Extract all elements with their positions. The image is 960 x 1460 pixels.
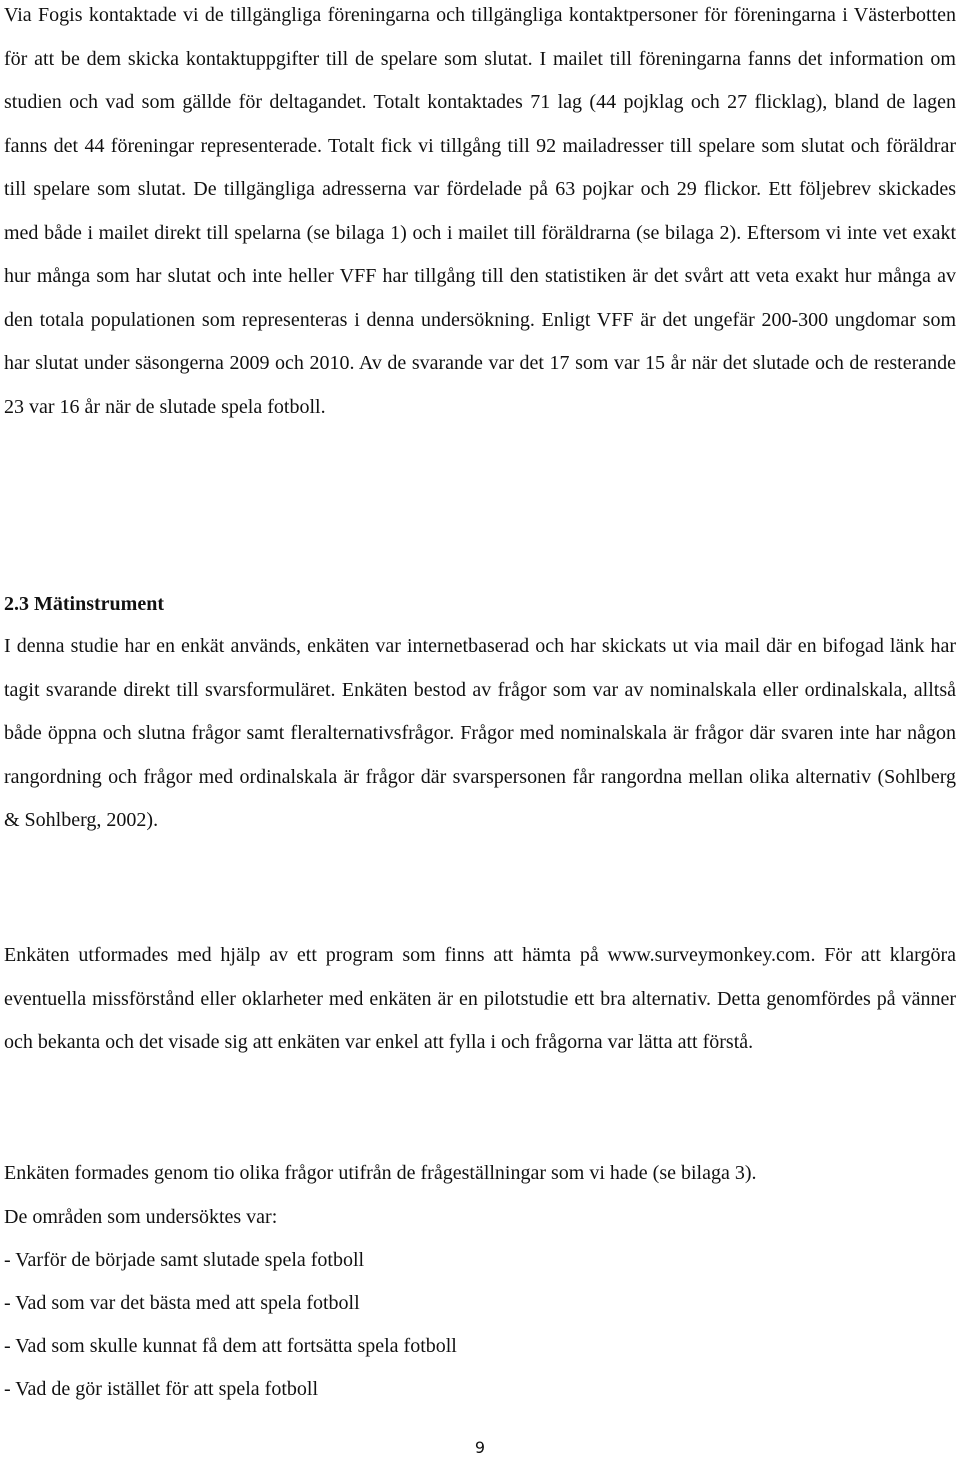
page-number: 9 — [474, 1438, 486, 1457]
paragraph-instrument: I denna studie har en enkät används, enkäten var internetbaserad och har skickats ut via mail där en bifogad länk har tagit svarande direkt till svarsformuläret. Enkäten bestod av frågor som var av nominalskala eller ordinalskala, alltså både öppna och slutna frågor samt fleralternativsfrågor. Frågor med nominalskala är frågor där svaren inte har någon rangordning och frågor med ordinalskala är frågor där svarspersonen får rangordna mellan olika alternativ (Sohlberg & Sohlberg, 2002). — [4, 635, 956, 831]
list-item: - Vad de gör istället för att spela fotboll — [4, 1378, 318, 1400]
list-item: - Vad som skulle kunnat få dem att fortsätta spela fotboll — [4, 1335, 457, 1357]
paragraph-questions: Enkäten formades genom tio olika frågor utifrån de frågeställningar som vi hade (se bilaga 3). — [4, 1162, 757, 1184]
list-item: - Vad som var det bästa med att spela fotboll — [4, 1292, 360, 1314]
areas-list — [4, 1239, 956, 1411]
paragraph-survey-tool: Enkäten utformades med hjälp av ett program som finns att hämta på www.surveymonkey.com. För att klargöra eventuella missförstånd eller oklarheter med enkäten är en pilotstudie ett bra alternativ. Detta genomfördes på vänner och bekanta och det visade sig att enkäten var enkel att fylla i och frågorna var lätta att förstå. — [4, 944, 956, 1053]
paragraph-participants: Via Fogis kontaktade vi de tillgängliga föreningarna och tillgängliga kontaktpersoner för föreningarna i Västerbotten för att be dem skicka kontaktuppgifter till de spelare som slutat. I mailet till föreningarna fanns det information om studien och vad som gällde för deltagandet. Totalt kontaktades 71 lag (44 pojklag och 27 flicklag), bland de lagen fanns det 44 föreningar representerade. Totalt fick vi tillgång till 92 mailadresser till spelare som slutat och föräldrar till spelare som slutat. De tillgängliga adresserna var fördelade på 63 pojkar och 29 flickor. Ett följebrev skickades med både i mailet direkt till spelarna (se bilaga 1) och i mailet till föräldrarna (se bilaga 2). Eftersom vi inte vet exakt hur många som har slutat och inte heller VFF har tillgång till den statistiken är det svårt att veta exakt hur många av den totala populationen som representeras i denna undersökning. Enligt VFF är det ungefär 200-300 ungdomar som har slutat under säsongerna 2009 och 2010. Av de svarande var det 17 som var 15 år när det slutade och de resterande 23 var 16 år när de slutade spela fotboll. — [4, 4, 956, 418]
paragraph-areas-intro: De områden som undersöktes var: — [4, 1206, 278, 1228]
list-item: - Varför de började samt slutade spela fotboll — [4, 1249, 365, 1271]
section-heading: 2.3 Mätinstrument — [4, 593, 164, 615]
